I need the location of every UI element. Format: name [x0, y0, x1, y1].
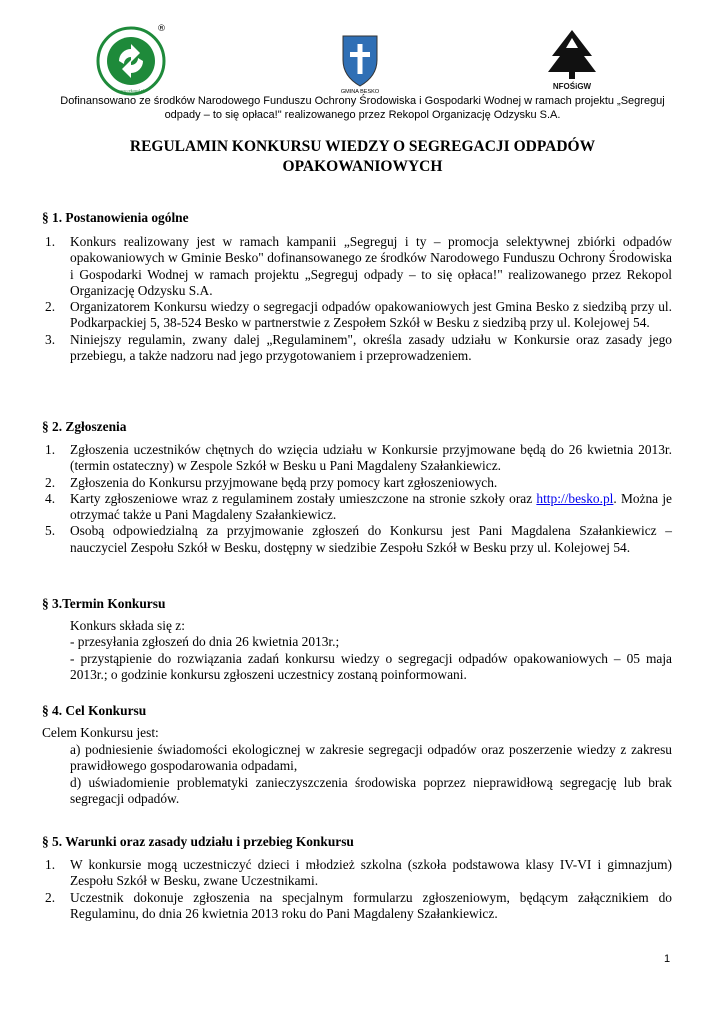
list-item [42, 234, 672, 299]
section-1-heading: § 1. Postanowienia ogólne [42, 210, 189, 225]
item-number: 1. [45, 234, 56, 249]
item-text: Osobą odpowiedzialną za przyjmowanie zgłoszeń do Konkursu jest Pani Magdalena Szałankiewicz – nauczyciel Zespołu Szkół w Besku, dostępny w siedzibie Zespołu Szkół w Besku przy ul. Kolejowej 54. [70, 523, 672, 555]
item-number: 2. [45, 299, 56, 315]
funding-line-2: odpady – to się opłaca!" realizowanego przez Rekopol Organizację Odzysku S.A. [164, 109, 561, 121]
list-item [42, 523, 672, 556]
section-4-body [70, 742, 672, 807]
list-item [42, 332, 672, 365]
section-1-list [42, 234, 672, 364]
list-item [42, 857, 672, 890]
item-text: Karty zgłoszeniowe wraz z regulaminem zostały umieszczone na stronie szkoły oraz [70, 490, 537, 506]
item-text: Zgłoszenia do Konkursu przyjmowane będą przy pomocy kart zgłoszeniowych. [70, 474, 498, 490]
title-line-2: OPAKOWANIOWYCH [282, 158, 443, 175]
gmina-besko-coat-of-arms [337, 32, 383, 94]
registered-mark-icon: ® [157, 24, 166, 34]
funding-note [60, 94, 665, 122]
funding-line-1: Dofinansowano ze środków Narodowego Funduszu Ochrony Środowiska i Gospodarki Wodnej w ramach projektu „Segreguj [60, 95, 665, 107]
nfosigw-logo [540, 26, 604, 92]
section-2-heading: § 2. Zgłoszenia [42, 419, 127, 434]
section-3-line: Konkurs składa się z: [70, 618, 185, 633]
section-4-line: a) podniesienie świadomości ekologicznej w zakresie segregacji odpadów oraz poszerzenie wiedzy z zakresu prawidłowego gospodarowania odpadami, [70, 742, 672, 774]
logo-right-label: NFOŚiGW [552, 82, 592, 91]
section-4-intro: Celem Konkursu jest: [42, 725, 159, 740]
header-logos [0, 22, 725, 94]
item-number: 5. [45, 523, 56, 539]
list-item [42, 299, 672, 332]
item-text: Zgłoszenia uczestników chętnych do wzięcia udziału w Konkursie przyjmowane będą do 26 kwietnia 2013r. (termin ostateczny) w Zespole Szkół w Besku u Pani Magdaleny Szałankiewicz. [70, 442, 672, 474]
item-number: 2. [45, 889, 56, 905]
section-3-body [70, 618, 672, 683]
besko-website-link[interactable]: http://besko.pl [536, 490, 614, 506]
list-item [42, 475, 672, 491]
section-3-line: - przystąpienie do rozwiązania zadań konkursu wiedzy o segregacji odpadów opakowaniowych – 05 maja 2013r.; o godzinie konkursu zgłoszeni uczestnicy zostaną poinformowani. [70, 650, 672, 682]
section-2-list [42, 442, 672, 556]
section-3-heading: § 3.Termin Konkursu [42, 596, 166, 611]
document-title [60, 137, 665, 177]
list-item [42, 442, 672, 475]
item-text-continued: . Można je otrzymać także u Pani Magdaleny Szałankiewicz. [70, 490, 672, 523]
item-text: Konkurs realizowany jest w ramach kampanii „Segreguj i ty – promocja selektywnej zbiórki odpadów opakowaniowych w Gminie Besko" dofinansowanego ze środków Narodowego Funduszu Ochrony Środowiska i Gospodarki Wodnej w ramach projektu „Segreguj odpady – to się opłaca!" realizowanego przez Rekopol Organizację Odzysku S.A. [70, 234, 672, 298]
item-text: Niniejszy regulamin, zwany dalej „Regulaminem", określa zasady udziału w Konkursie oraz zasady jego przebiegu, a także nadzoru nad jego przygotowaniem i przeprowadzeniem. [70, 331, 672, 364]
item-number: 4. [45, 490, 56, 506]
list-item [42, 491, 672, 524]
section-3-line: - przesyłania zgłoszeń do dnia 26 kwietnia 2013r.; [70, 634, 340, 650]
title-line-1: REGULAMIN KONKURSU WIEDZY O SEGREGACJI ODPADÓW [129, 138, 596, 155]
list-item [42, 890, 672, 923]
green-dot-recycling-logo [96, 26, 166, 96]
page-number: 1 [664, 953, 671, 965]
item-number: 1. [45, 442, 56, 457]
item-number: 2. [45, 474, 56, 490]
item-text: Uczestnik dokonuje zgłoszenia na specjalnym formularzu zgłoszeniowym, będącym załącznikiem do Regulaminu, do dnia 26 kwietnia 2013 roku do Pani Magdaleny Szałankiewicz. [70, 889, 672, 921]
item-number: 3. [45, 331, 56, 347]
item-text: W konkursie mogą uczestniczyć dzieci i młodzież szkolna (szkoła podstawowa klasy IV-VI i gimnazjum) Zespołu Szkół w Besku, zwane Uczestnikami. [70, 857, 672, 889]
logo-mid-label: GMINA BESKO [340, 89, 380, 94]
section-5-list [42, 857, 672, 922]
logo-left-label: www.rekopol.pl [118, 88, 144, 93]
item-number: 1. [45, 857, 56, 872]
section-5-heading: § 5. Warunki oraz zasady udziału i przebieg Konkursu [42, 834, 354, 849]
item-text: Organizatorem Konkursu wiedzy o segregacji odpadów opakowaniowych jest Gmina Besko z siedzibą przy ul. Podkarpackiej 5, 38-524 Besko w partnerstwie z Zespołem Szkół w Besku z siedzibą przy ul. Kolejowej 54. [70, 299, 672, 331]
section-4-heading: § 4. Cel Konkursu [42, 703, 147, 718]
section-4-line: d) uświadomienie problematyki zanieczyszczenia środowiska poprzez nieprawidłową segregację lub brak segregacji odpadów. [70, 774, 672, 806]
